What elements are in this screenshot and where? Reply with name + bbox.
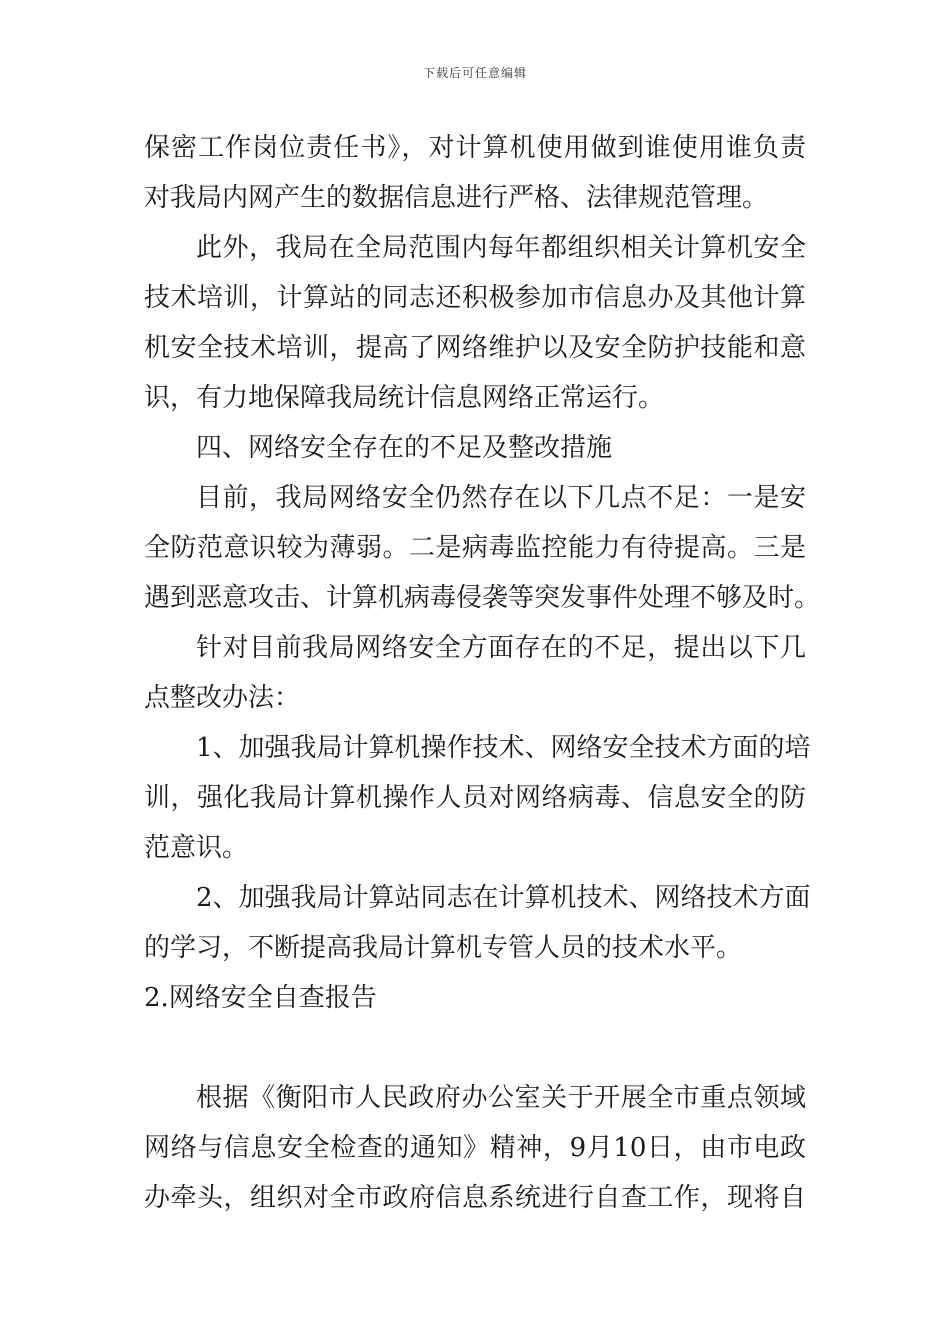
paragraph-first-line: 目前，我局网络安全仍然存在以下几点不足：一是安 [196, 483, 806, 513]
text-line: 全防范意识较为薄弱。二是病毒监控能力有待提高。三是 [144, 533, 806, 563]
text-line: 的学习，不断提高我局计算机专管人员的技术水平。 [144, 933, 743, 963]
paragraph-first-line: 根据《衡阳市人民政府办公室关于开展全市重点领域 [196, 1083, 806, 1113]
section-heading: 四、网络安全存在的不足及整改措施 [196, 433, 613, 463]
text-line: 点整改办法： [144, 683, 301, 713]
text-line: 技术培训，计算站的同志还积极参加市信息办及其他计算 [144, 283, 806, 313]
text-line: 识，有力地保障我局统计信息网络正常运行。 [144, 383, 665, 413]
text-line: 遇到恶意攻击、计算机病毒侵袭等突发事件处理不够及时。 [144, 583, 821, 613]
list-item-first-line: 1、加强我局计算机操作技术、网络安全技术方面的培 [196, 733, 811, 763]
text-line: 保密工作岗位责任书》，对计算机使用做到谁使用谁负责 [144, 133, 806, 163]
page-header: 下载后可任意编辑 [422, 66, 527, 80]
text-line: 网络与信息安全检查的通知》精神，9月10日，由市电政 [144, 1133, 806, 1163]
paragraph-first-line: 针对目前我局网络安全方面存在的不足，提出以下几 [196, 633, 806, 663]
text-line: 对我局内网产生的数据信息进行严格、法律规范管理。 [144, 183, 769, 213]
paragraph-first-line: 此外，我局在全局范围内每年都组织相关计算机安全 [196, 233, 806, 263]
document-title: 2.网络安全自查报告 [144, 983, 377, 1013]
text-line: 办牵头，组织对全市政府信息系统进行自查工作，现将自 [144, 1183, 806, 1213]
text-line: 机安全技术培训，提高了网络维护以及安全防护技能和意 [144, 333, 806, 363]
text-line: 范意识。 [144, 833, 249, 863]
list-item-first-line: 2、加强我局计算站同志在计算机技术、网络技术方面 [196, 883, 811, 913]
text-line: 训，强化我局计算机操作人员对网络病毒、信息安全的防 [144, 783, 806, 813]
